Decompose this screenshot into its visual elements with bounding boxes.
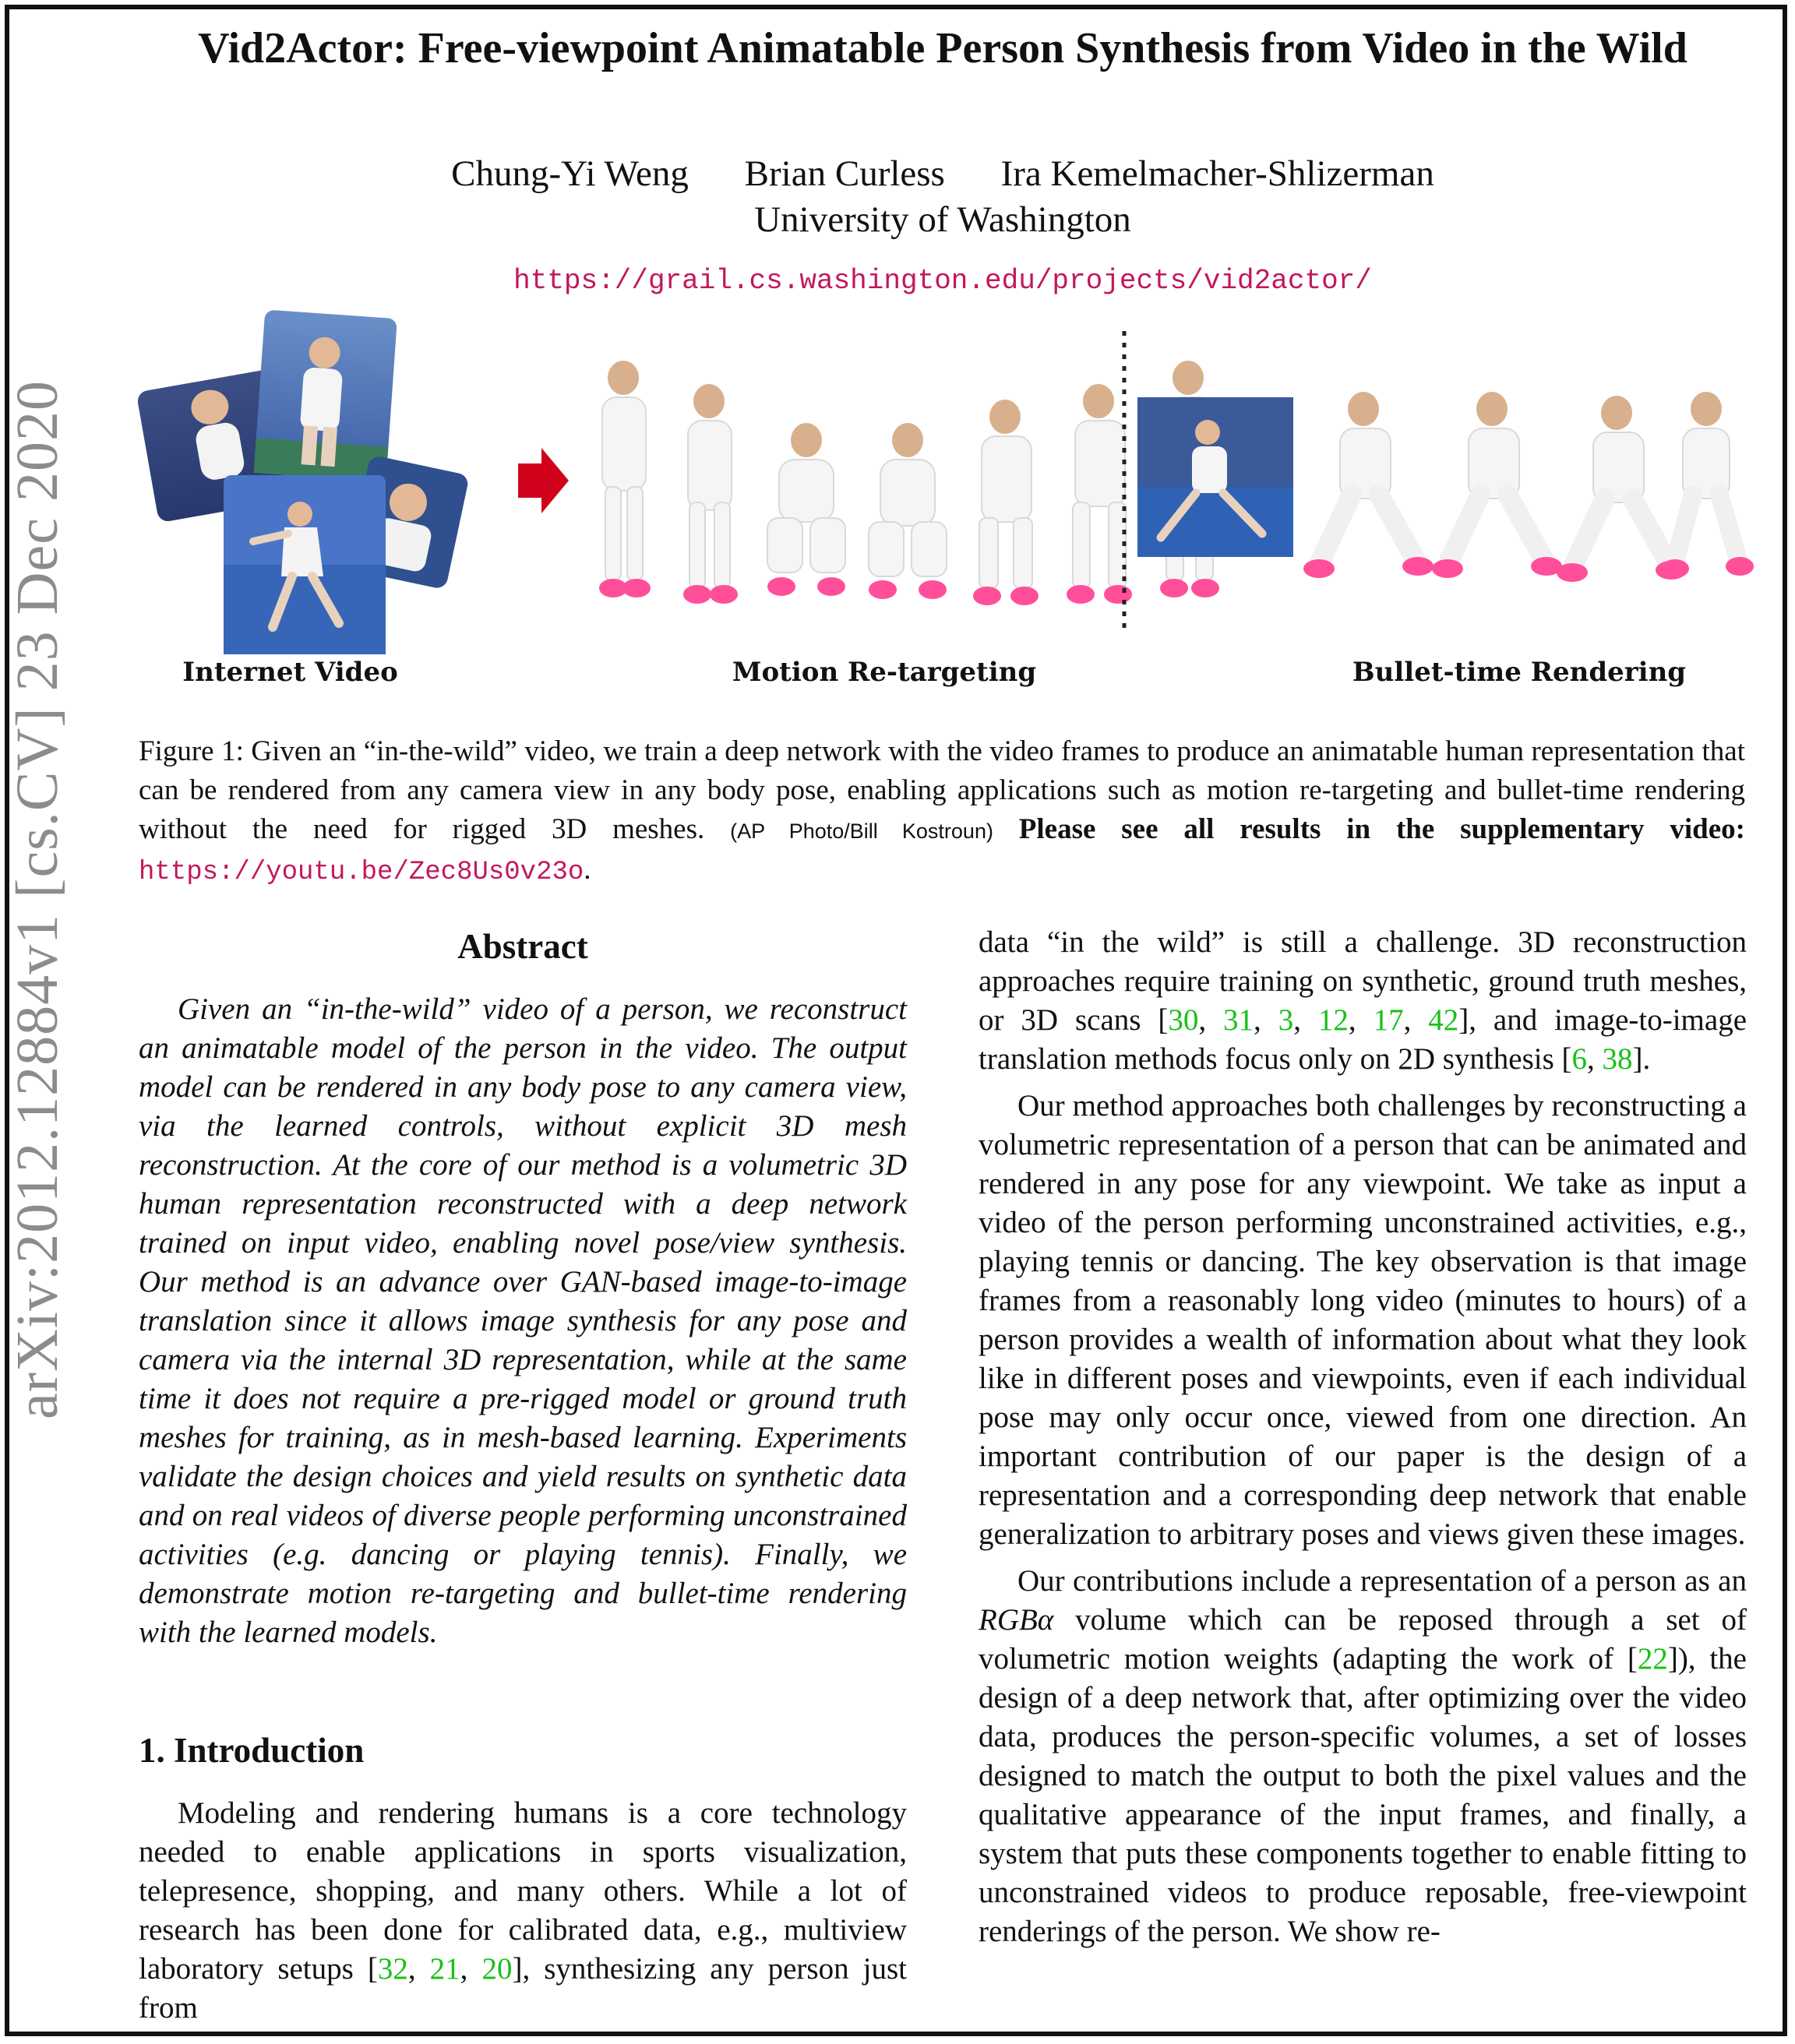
figure-caption (139, 732, 1745, 892)
paragraph-text: ]. (1632, 1042, 1651, 1076)
section-heading-introduction: 1. Introduction (139, 1731, 365, 1770)
photo-credit: (AP Photo/Bill Kostroun) (730, 819, 993, 843)
paragraph-text: Modeling and rendering humans is a core technology needed to enable applications in sports visualization, telepresence, shopping, and many others. While a lot of research has been done for calibrated data, e.g., multiview laboratory setups [ (139, 1796, 907, 1986)
paragraph-text: ], synthesizing any person just from (139, 1952, 907, 2025)
citation-link[interactable]: 32 (377, 1952, 408, 1986)
citation-link[interactable]: 21 (429, 1952, 460, 1986)
figure-label-bullet-time: Bullet-time Rendering (1352, 657, 1687, 688)
intro-paragraph-2: Our method approaches both challenges by reconstructing a volumetric representation of a person that can be animated and rendered in any pose for any viewpoint. We take as input a video of the person performing unconstrained activities, e.g., playing tennis or dancing. The key observation is that image frames from a reasonably long video (minutes to hours) of a person provides a wealth of information about what they look like in different poses and viewpoints, even if each individual pose may only occur once, viewed from one direction. An important contribution of our paper is the design of a representation and a corresponding deep network that enable generalization to arbitrary poses and views given these images. (979, 1089, 1747, 1551)
paragraph-text: ], and image-to-image translation methods focus only on 2D synthesis [ (979, 1003, 1747, 1076)
citation-link[interactable]: 20 (481, 1952, 513, 1986)
caption-period: . (584, 854, 591, 886)
citation-link[interactable]: 12 (1317, 1003, 1349, 1037)
figure-1-illustration (136, 308, 1757, 697)
paper-title: Vid2Actor: Free-viewpoint Animatable Person Synthesis from Video in the Wild (198, 24, 1687, 72)
motion-retargeting-renderings (599, 361, 1219, 605)
citation-link[interactable]: 22 (1637, 1642, 1668, 1676)
project-url-link[interactable]: https://grail.cs.washington.edu/projects/vid2actor/ (513, 265, 1372, 297)
affiliation: University of Washington (754, 199, 1131, 240)
paragraph-text: Our contributions include a representation of a person as an (1017, 1564, 1747, 1598)
caption-text: Figure 1: Given an “in-the-wild” video, we train a deep network with the video frames to produce an animatable human representation that can be rendered from any camera view in any body pose, enabling applications such as motion re-targeting and bullet-time rendering without the need for rigged 3D meshes. (139, 735, 1745, 845)
video-url-link[interactable]: https://youtu.be/Zec8Us0v23o (139, 858, 584, 887)
internet-video-collage (136, 309, 470, 654)
paragraph-text: data “in the wild” is still a challenge. 3D reconstruction approaches require training on synthetic, ground truth meshes, or 3D scans [ (979, 925, 1747, 1037)
caption-bold-note: Please see all results in the supplementary video: (993, 813, 1745, 845)
author-list (140, 153, 1745, 195)
bullet-time-input-photo (1137, 397, 1293, 557)
paragraph-text: ]), the design of a deep network that, after optimizing over the video data, produces the person-specific volumes, a set of losses designed to match the output to both the pixel values and the qualitative appearance of the input frames, and finally, a system that puts these components together to enable fitting to unconstrained videos to produce reposable, free-viewpoint renderings of the person. We show re- (979, 1642, 1747, 1948)
figure-label-motion-retargeting: Motion Re-targeting (732, 657, 1037, 688)
paragraph-text: volume which can be reposed through a set of volumetric motion weights (adapting the work of [ (979, 1603, 1747, 1676)
figure-label-internet-video: Internet Video (182, 657, 398, 688)
citation-link[interactable]: 17 (1373, 1003, 1404, 1037)
arrow-right-icon (518, 448, 569, 513)
right-column (979, 923, 1747, 1959)
abstract-heading: Abstract (457, 927, 588, 966)
author-name: Ira Kemelmacher-Shlizerman (1000, 153, 1434, 194)
intro-paragraph-3 (979, 1562, 1747, 1951)
citation-link[interactable]: 42 (1428, 1003, 1459, 1037)
figure-1 (136, 308, 1757, 697)
author-name: Chung-Yi Weng (451, 153, 689, 194)
math-rgba: RGBα (979, 1603, 1054, 1637)
intro-paragraph-1-cont: data “in the wild” is still a challenge. 3D reconstruction approaches require training on synthetic, ground truth meshes, or 3D scans [30, 31, 3, 12, 17, 42], and image-to-image translation methods focus only on 2D synthesis [6, 38]. (979, 925, 1747, 1076)
citation-link[interactable]: 30 (1168, 1003, 1199, 1037)
citation-link[interactable]: 6 (1571, 1042, 1588, 1076)
bullet-time-renderings (1303, 392, 1754, 582)
left-column (139, 923, 907, 2035)
citation-link[interactable]: 38 (1602, 1042, 1633, 1076)
abstract-text: Given an “in-the-wild” video of a person, we reconstruct an animatable model of the person in the video. The output model can be rendered in any body pose to any camera view, via the learned controls, without explicit 3D mesh reconstruction. At the core of our method is a volumetric 3D human representation reconstructed with a deep network trained on input video, enabling novel pose/view synthesis. Our method is an advance over GAN-based image-to-image translation since it allows image synthesis for any pose and camera via the internal 3D representation, while at the same time it does not require a pre-rigged model or ground truth meshes for training, as in mesh-based learning. Experiments validate the design choices and yield results on synthetic data and on real videos of diverse people performing unconstrained activities (e.g. dancing or playing tennis). Finally, we demonstrate motion re-targeting and bullet-time rendering with the learned models. (139, 992, 907, 1649)
citation-link[interactable]: 31 (1223, 1003, 1254, 1037)
arxiv-identifier: arXiv:2012.12884v1 [cs.CV] 23 Dec 2020 (5, 380, 70, 1420)
author-name: Brian Curless (744, 153, 945, 194)
intro-paragraph-1: Modeling and rendering humans is a core technology needed to enable applications in sports visualization, telepresence, shopping, and many others. While a lot of research has been done for calibrated data, e.g., multiview laboratory setups [32, 21, 20], synthesizing any person just from (139, 1796, 907, 2025)
citation-link[interactable]: 3 (1278, 1003, 1294, 1037)
